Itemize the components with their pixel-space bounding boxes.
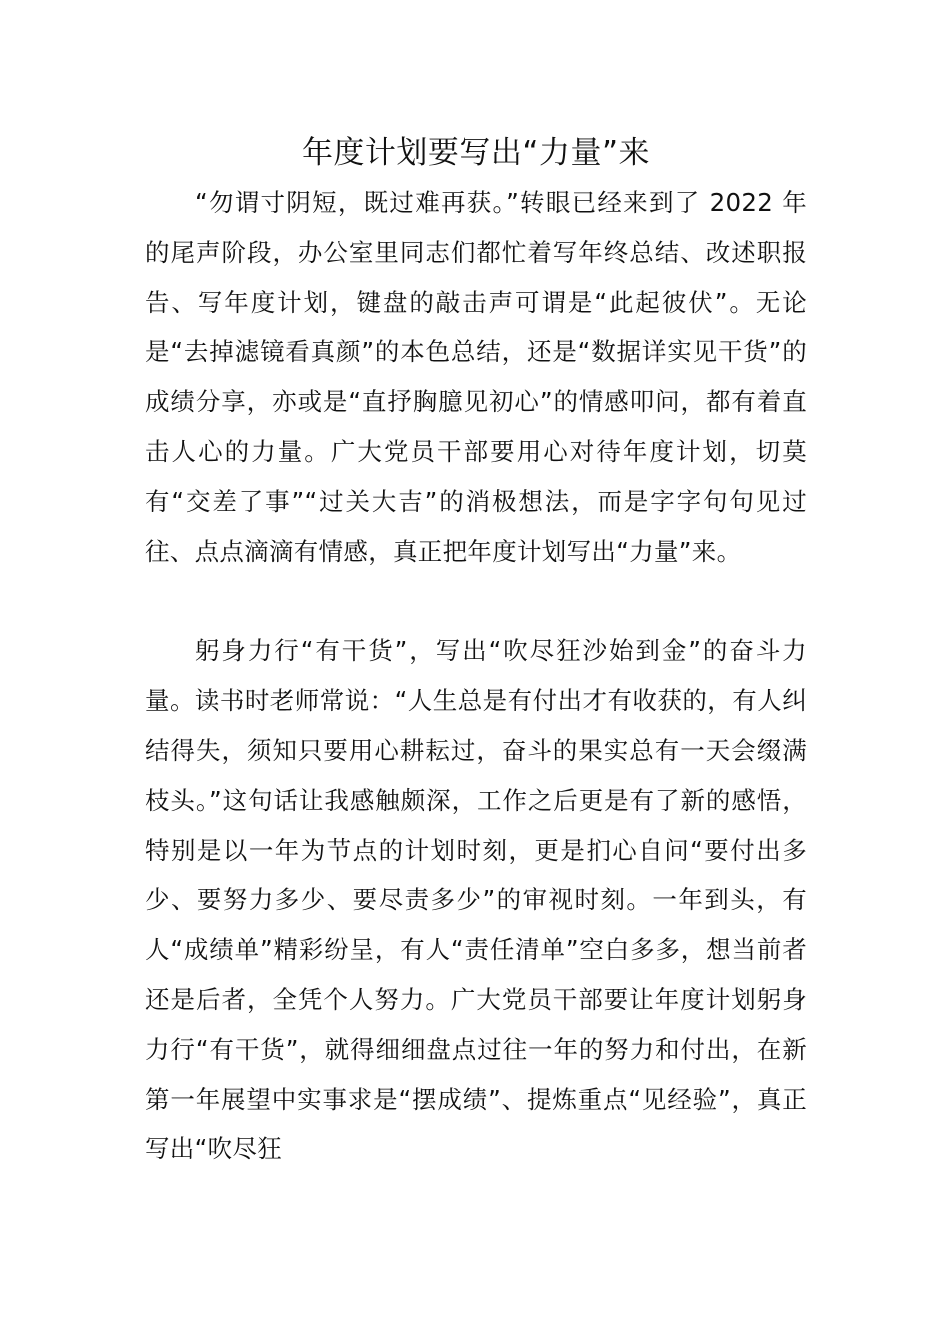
document-title: 年度计划要写出“力量”来 <box>301 135 651 171</box>
paragraph-body: 躬身力行“有干货”，写出“吹尽狂沙始到金”的奋斗力量。读书时老师常说：“人生总是有付出才有收获的，有人纠结得失，须知只要用心耕耘过，奋斗的果实总有一天会缀满枝头。”这句话让我感触颇深，工作之后更是有了新的感悟，特别是以一年为节点的计划时刻，更是扪心自问“要付出多少、要努力多少、要尽责多少”的审视时刻。一年到头，有人“成绩单”精彩纷呈，有人“责任清单”空白多多，想当前者还是后者，全凭个人努力。广大党员干部要让年度计划躬身力行“有干货”，就得细细盘点过往一年的努力和付出，在新第一年展望中实事求是“摆成绩”、提炼重点“见经验”，真正写出“吹尽狂 <box>145 636 807 1164</box>
document-page <box>145 128 807 1174</box>
paragraph-intro: “勿谓寸阴短，既过难再获。”转眼已经来到了 2022 年的尾声阶段，办公室里同志们都忙着写年终总结、改述职报告、写年度计划，键盘的敲击声可谓是“此起彼伏”。无论是“去掉滤镜看真颜”的本色总结，还是“数据详实见干货”的成绩分享，亦或是“直抒胸臆见初心”的情感叩问，都有着直击人心的力量。广大党员干部要用心对待年度计划，切莫有“交差了事”“过关大吉”的消极想法，而是字字句句见过往、点点滴滴有情感，真正把年度计划写出“力量”来。 <box>145 188 807 566</box>
paragraph-gap <box>145 576 807 626</box>
